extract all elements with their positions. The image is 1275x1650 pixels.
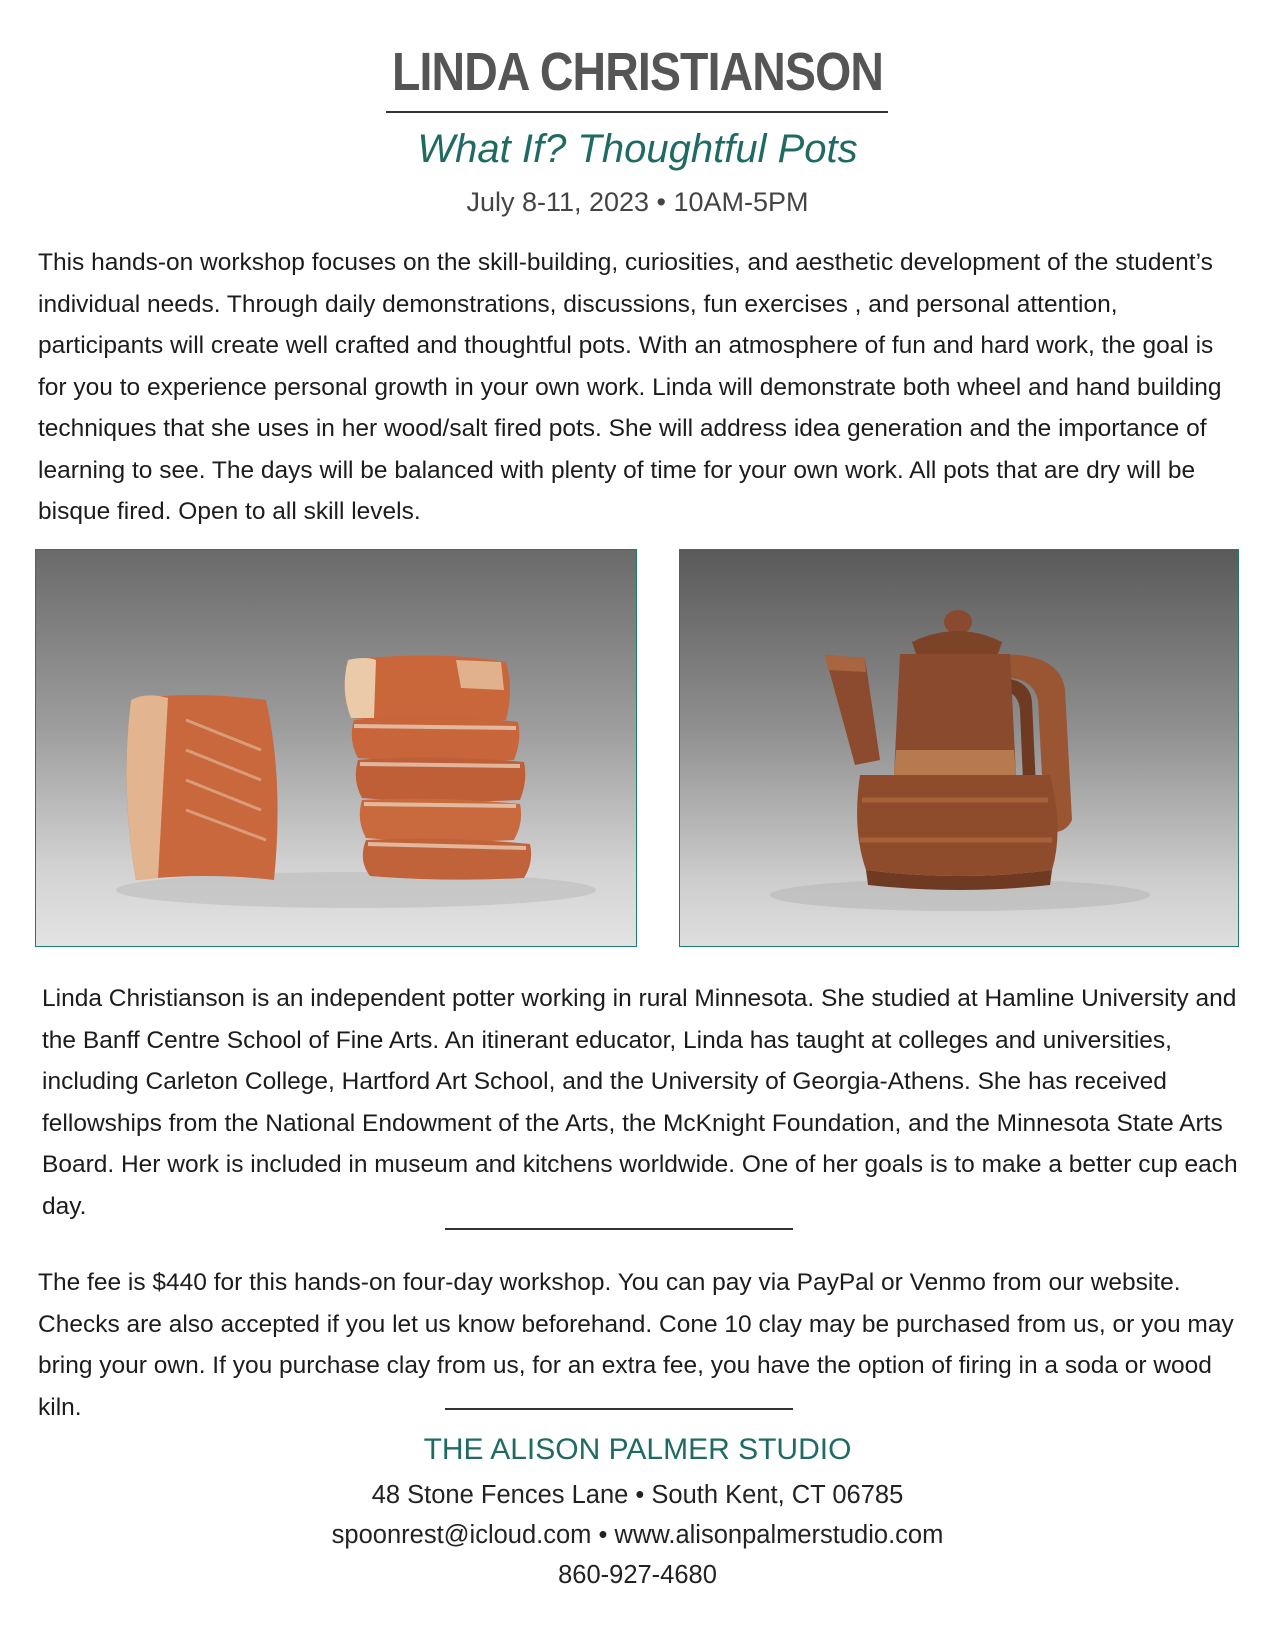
header — [0, 40, 1275, 104]
fee-information: The fee is $440 for this hands-on four-day workshop. You can pay via PayPal or Venmo from our website. Checks are also accepted if you let us know beforehand. Cone 10 clay may be purchased from us, or you may bring your own. If you purchase clay from us, for an extra fee, you have the option of firing in a soda or wood kiln. — [38, 1269, 1234, 1421]
divider — [445, 1408, 793, 1410]
title-underline — [386, 111, 888, 113]
workshop-title: What If? Thoughtful Pots — [417, 127, 858, 171]
studio-address: 48 Stone Fences Lane • South Kent, CT 06785 — [371, 1481, 904, 1509]
divider — [445, 1228, 793, 1230]
artist-bio: Linda Christianson is an independent potter working in rural Minnesota. She studied at Hamline University and the Banff Centre School of Fine Arts. An itinerant educator, Linda has taught at colleges and universities, including Carleton College, Hartford Art School, and the University of Georgia-Athens. She has received fellowships from the National Endowment of the Arts, the McKnight Foundation, and the Minnesota State Arts Board. Her work is included in museum and kitchens worldwide. One of her goals is to make a better cup each day. — [42, 985, 1238, 1220]
stacked-plates-illustration — [36, 550, 636, 946]
photo-teapot — [679, 549, 1239, 947]
photo-stacked-plates — [35, 549, 637, 947]
studio-email-website: spoonrest@icloud.com • www.alisonpalmerstudio.com — [331, 1521, 944, 1549]
workshop-dates: July 8-11, 2023 • 10AM-5PM — [466, 187, 809, 217]
studio-phone: 860-927-4680 — [558, 1561, 717, 1589]
workshop-description: This hands-on workshop focuses on the skill-building, curiosities, and aesthetic development of the student’s individual needs. Through daily demonstrations, discussions, fun exercises , and personal attention, participants will create well crafted and thoughtful pots. With an atmosphere of fun and hard work, the goal is for you to experience personal growth in your own work. Linda will demonstrate both wheel and hand building techniques that she uses in her wood/salt fired pots. She will address idea generation and the importance of learning to see. The days will be balanced with plenty of time for your own work. All pots that are dry will be bisque fired. Open to all skill levels. — [38, 249, 1222, 525]
teapot-illustration — [680, 550, 1238, 946]
studio-name: THE ALISON PALMER STUDIO — [423, 1433, 852, 1466]
artist-name: LINDA CHRISTIANSON — [391, 42, 884, 102]
